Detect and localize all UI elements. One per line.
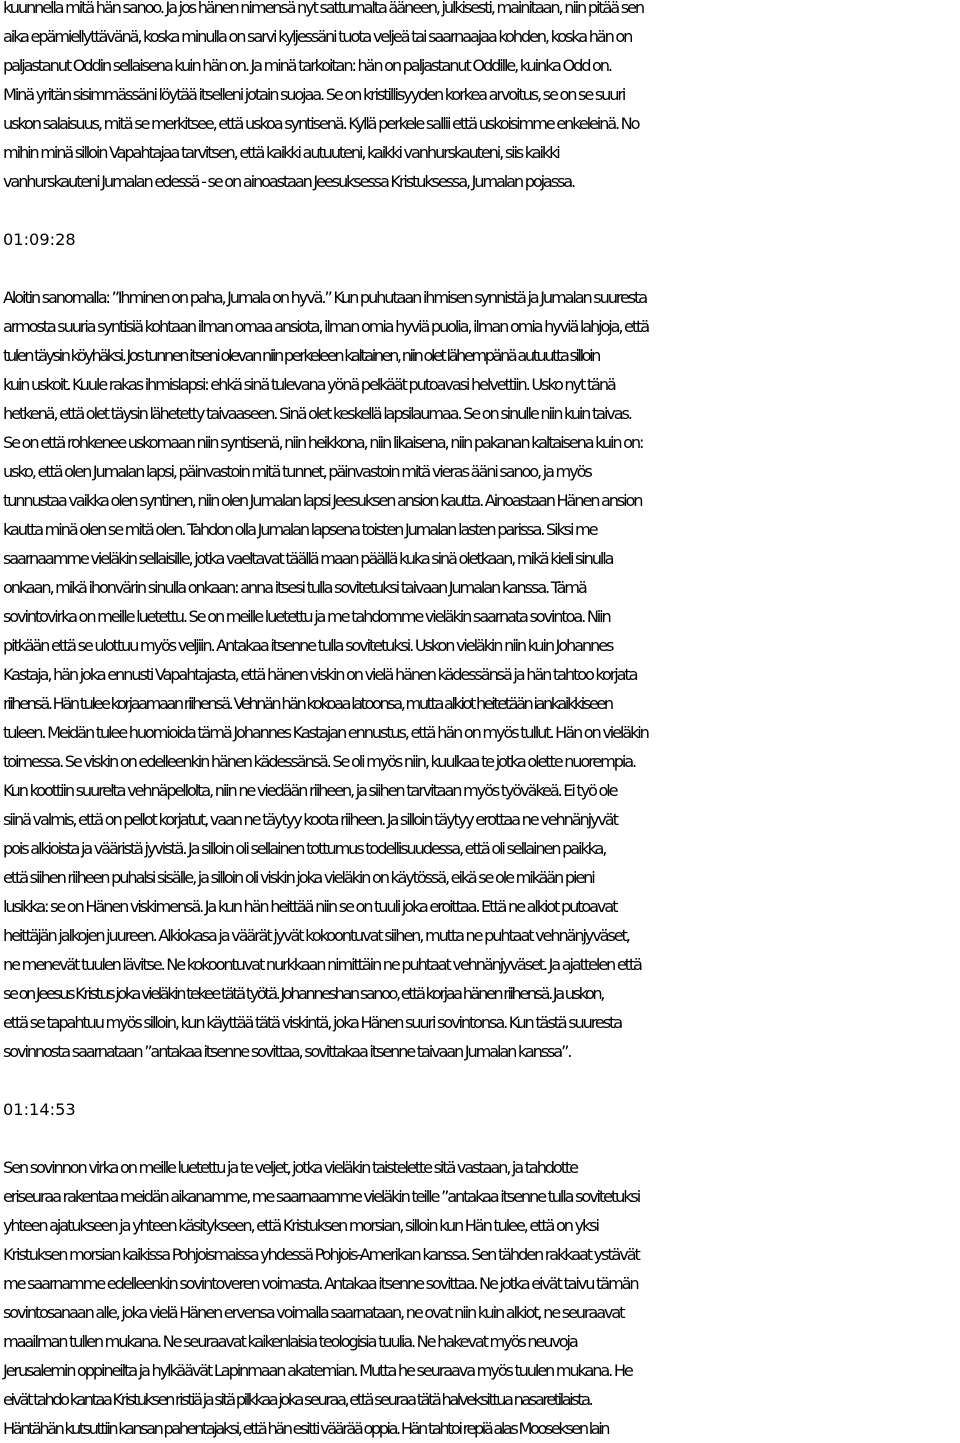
text-line: hetkenä, että olet täysin lähetetty taivaaseen. Sinä olet keskellä lapsilaumaa. Se on sinulle niin kuin taivas. [3, 404, 631, 423]
text-line: sovinnosta saarnataan ”antakaa itsenne sovittaa, sovittakaa itsenne taivaan Jumalan kanssa”. [3, 1042, 571, 1061]
text-line: toimessa. Se viskin on edelleenkin hänen kädessänsä. Se oli myös niin, kuulkaa te jotka olette nuorempia. [3, 752, 635, 771]
paragraph-1 [3, 0, 960, 196]
text-line: heittäjän jalkojen juureen. Alkiokasa ja väärät jyvät kokoontuvat siihen, mutta ne puhtaat vehnänjyväset, [3, 926, 629, 945]
text-line: armosta suuria syntisiä kohtaan ilman omaa ansiota, ilman omia hyviä puolia, ilman omia hyviä lahjoja, että [3, 317, 649, 336]
text-line: onkaan, mikä ihonvärin sinulla onkaan: anna itsesi tulla sovitetuksi taivaan Jumalan kanssa. Tämä [3, 578, 586, 597]
text-line: Kun koottiin suurelta vehnäpellolta, niin ne viedään riiheen, ja siihen tarvitaan myös työväkeä. Ei työ ole [3, 781, 617, 800]
text-line: Minä yritän sisimmässäni löytää itselleni jotain suojaa. Se on kristillisyyden korkea arvoitus, se on se suuri [3, 85, 625, 104]
text-line: lusikka: se on Hänen viskimensä. Ja kun hän heittää niin se on tuuli joka eroittaa. Että ne alkiot putoavat [3, 897, 617, 916]
text-line: uskon salaisuus, mitä se merkitsee, että uskoa syntisenä. Kyllä perkele sallii että uskoisimme enkeleinä. No [3, 114, 639, 133]
paragraph-2 [3, 283, 960, 1066]
text-line: saarnaamme vieläkin sellaisille, jotka vaeltavat täällä maan päällä kuka sinä oletkaan, mikä kieli sinulla [3, 549, 613, 568]
text-line: tunnustaa vaikka olen syntinen, niin olen Jumalan lapsi Jeesuksen ansion kautta. Ainoastaan Hänen ansion [3, 491, 642, 510]
text-line: Se on että rohkenee uskomaan niin syntisenä, niin heikkona, niin likaisena, niin pakanan kaltaisena kuin on: [3, 433, 643, 452]
text-line: tuleen. Meidän tulee huomioida tämä Johannes Kastajan ennustus, että hän on myös tullut. Hän on vieläkin [3, 723, 648, 742]
text-line: tulen täysin köyhäksi. Jos tunnen itseni olevan niin perkeleen kaltainen, niin olet lähempänä autuutta silloin [3, 346, 599, 365]
text-line: se on Jeesus Kristus joka vieläkin tekee tätä työtä. Johanneshan sanoo, että korjaa hänen riihensä. Ja uskon, [3, 984, 603, 1003]
spacer [3, 1124, 960, 1153]
text-line: siinä valmis, että on pellot korjatut, vaan ne täytyy koota riiheen. Ja silloin täytyy erottaa ne vehnänjyvät [3, 810, 617, 829]
text-line: Kastaja, hän joka ennusti Vapahtajasta, että hänen viskin on vielä hänen kädessänsä ja hän tahtoo korjata [3, 665, 637, 684]
text-line: me saarnamme edelleenkin sovintoveren voimasta. Antakaa itsenne sovittaa. Ne jotka eivät taivu tämän [3, 1274, 638, 1293]
text-line: kautta minä olen se mitä olen. Tahdon olla Jumalan lapsena toisten Jumalan lasten parissa. Siksi me [3, 520, 597, 539]
text-line: ne menevät tuulen lävitse. Ne kokoontuvat nurkkaan nimittäin ne puhtaat vehnänjyväset. Ja ajattelen että [3, 955, 641, 974]
timestamp: 01:14:53 [3, 1100, 76, 1119]
text-line: että siihen riiheen puhalsi sisälle, ja silloin oli viskin joka vieläkin on käytössä, eikä se ole mikään pieni [3, 868, 594, 887]
text-line: että se tapahtuu myös silloin, kun käyttää tätä viskintä, joka Hänen suuri sovintonsa. Kun tästä suuresta [3, 1013, 621, 1032]
text-line: Kristuksen morsian kaikissa Pohjoismaissa yhdessä Pohjois-Amerikan kanssa. Sen tähden rakkaat ystävät [3, 1245, 639, 1264]
spacer [3, 1066, 960, 1095]
text-line: Sen sovinnon virka on meille luetettu ja te veljet, jotka vieläkin taistelette sitä vastaan, ja tahdotte [3, 1158, 577, 1177]
text-line: pitkään että se ulottuu myös veljiin. Antakaa itsenne tulla sovitetuksi. Uskon vieläkin niin kuin Johannes [3, 636, 613, 655]
text-line: kuin uskoit. Kuule rakas ihmislapsi: ehkä sinä tulevana yönä pelkäät putoavasi helvettiin. Usko nyt tänä [3, 375, 615, 394]
text-line: vanhurskauteni Jumalan edessä - se on ainoastaan Jeesuksessa Kristuksessa, Jumalan pojassa. [3, 172, 575, 191]
spacer [3, 196, 960, 225]
spacer [3, 254, 960, 283]
text-line: eivät tahdo kantaa Kristuksen ristiä ja sitä pilkkaa joka seuraa, että seuraa tätä halveksittua nasaretilaista. [3, 1390, 592, 1409]
text-line: yhteen ajatukseen ja yhteen käsitykseen, että Kristuksen morsian, silloin kun Hän tulee, että on yksi [3, 1216, 598, 1235]
text-line: pois alkioista ja vääristä jyvistä. Ja silloin oli sellainen tottumus todellisuudessa, että oli sellainen paikka, [3, 839, 606, 858]
paragraph-3 [3, 1153, 960, 1443]
text-line: riihensä. Hän tulee korjaamaan riihensä. Vehnän hän kokoaa latoonsa, mutta alkiot heitetään iankaikkiseen [3, 694, 612, 713]
text-line: paljastanut Oddin sellaisena kuin hän on. Ja minä tarkoitan: hän on paljastanut Oddille, kuinka Odd on. [3, 56, 611, 75]
text-line: sovintovirka on meille luetettu. Se on meille luetettu ja me tahdomme vieläkin saarnata sovintoa. Niin [3, 607, 610, 626]
text-line: Jerusalemin oppineilta ja hylkäävät Lapinmaan akatemian. Mutta he seuraava myös tuulen mukana. He [3, 1361, 632, 1380]
text-line: maailman tullen mukana. Ne seuraavat kaikenlaisia teologisia tuulia. Ne hakevat myös neuvoja [3, 1332, 577, 1351]
timestamp: 01:09:28 [3, 230, 76, 249]
text-line: eriseuraa rakentaa meidän aikanamme, me saarnaamme vieläkin teille ”antakaa itsenne tulla sovitetuksi [3, 1187, 640, 1206]
text-line: sovintosanaan alle, joka vielä Hänen ervensa voimalla saarnataan, ne ovat niin kuin alkiot, ne seuraavat [3, 1303, 624, 1322]
text-line: aika epämiellyttävänä, koska minulla on sarvi kyljessäni tuota veljeä tai saarnaajaa kohden, koska hän on [3, 27, 632, 46]
text-line: kuunnella mitä hän sanoo. Ja jos hänen nimensä nyt sattumalta ääneen, julkisesti, mainitaan, niin pitää sen [3, 0, 643, 17]
text-line: Häntähän kutsuttiin kansan pahentajaksi, että hän esitti väärää oppia. Hän tahtoi repiä alas Mooseksen lain [3, 1419, 609, 1438]
text-line: usko, että olen Jumalan lapsi, päinvastoin mitä tunnet, päinvastoin mitä vieras ääni sanoo, ja myös [3, 462, 591, 481]
text-line: Aloitin sanomalla: ”Ihminen on paha, Jumala on hyvä.” Kun puhutaan ihmisen synnistä ja Jumalan suuresta [3, 288, 647, 307]
text-line: mihin minä silloin Vapahtajaa tarvitsen, että kaikki autuuteni, kaikki vanhurskauteni, siis kaikki [3, 143, 559, 162]
